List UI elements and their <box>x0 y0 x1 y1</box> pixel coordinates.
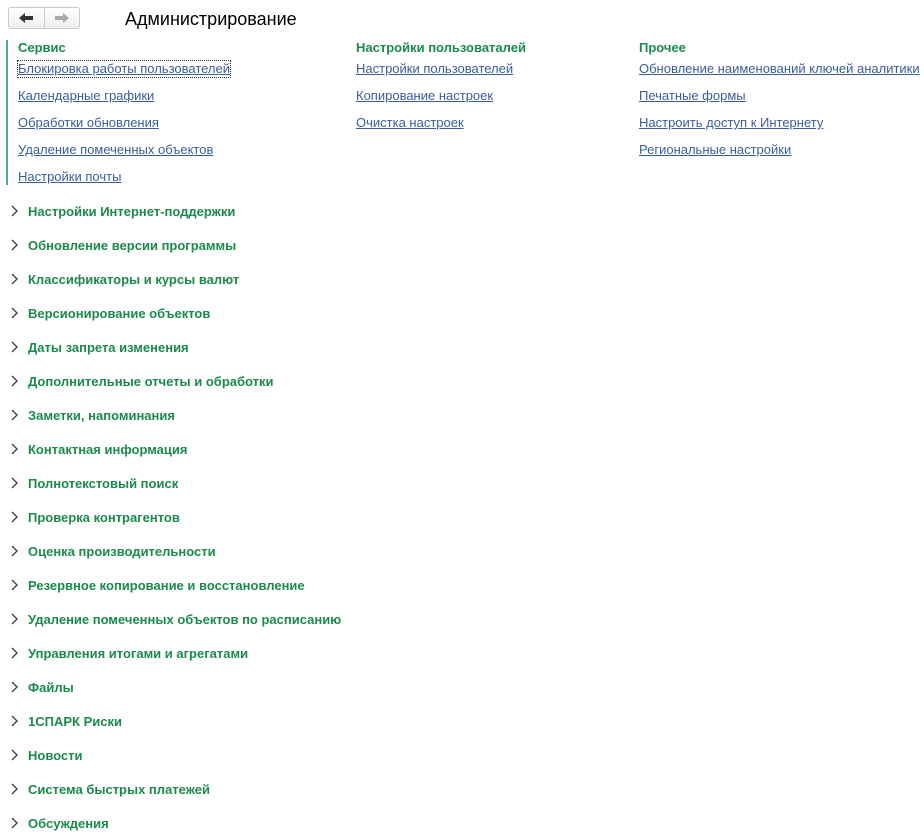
section-label: Дополнительные отчеты и обработки <box>28 373 274 389</box>
section-label: Удаление помеченных объектов по расписанию <box>28 611 342 627</box>
section-label: Заметки, напоминания <box>28 407 175 423</box>
chevron-right-icon <box>10 817 20 829</box>
chevron-right-icon <box>10 443 20 455</box>
chevron-right-icon <box>10 477 20 489</box>
chevron-right-icon <box>10 749 20 761</box>
forward-button[interactable] <box>44 8 80 28</box>
arrow-left-icon <box>18 12 34 24</box>
chevron-right-icon <box>10 409 20 421</box>
section-program-update[interactable] <box>10 236 236 254</box>
link-internet-access[interactable]: Настроить доступ к Интернету <box>639 115 824 130</box>
column-title-user-settings: Настройки пользоваталей <box>356 40 526 55</box>
link-copy-settings[interactable]: Копирование настроек <box>356 88 494 103</box>
section-label: 1СПАРК Риски <box>28 713 122 729</box>
link-update-analytics-keys[interactable]: Обновление наименований ключей аналитики <box>639 61 920 76</box>
chevron-right-icon <box>10 511 20 523</box>
link-user-settings[interactable]: Настройки пользователей <box>356 61 514 76</box>
section-news[interactable] <box>10 746 83 764</box>
chevron-right-icon <box>10 613 20 625</box>
link-calendars[interactable]: Календарные графики <box>18 88 155 103</box>
section-files[interactable] <box>10 678 74 696</box>
section-full-text-search[interactable] <box>10 474 178 492</box>
section-discussions[interactable] <box>10 814 109 832</box>
section-fast-payments[interactable] <box>10 780 210 798</box>
column-title-other: Прочее <box>639 40 686 55</box>
chevron-right-icon <box>10 647 20 659</box>
section-label: Даты запрета изменения <box>28 339 189 355</box>
chevron-right-icon <box>10 239 20 251</box>
section-label: Контактная информация <box>28 441 188 457</box>
link-regional-settings[interactable]: Региональные настройки <box>639 142 792 157</box>
column-user-settings <box>356 40 526 142</box>
section-label: Новости <box>28 747 83 763</box>
chevron-right-icon <box>10 205 20 217</box>
section-scheduled-deletion[interactable] <box>10 610 341 628</box>
link-delete-marked[interactable]: Удаление помеченных объектов <box>18 142 214 157</box>
section-additional-reports[interactable] <box>10 372 274 390</box>
chevron-right-icon <box>10 545 20 557</box>
section-label: Резервное копирование и восстановление <box>28 577 305 593</box>
section-backup[interactable] <box>10 576 305 594</box>
section-change-lock-dates[interactable] <box>10 338 189 356</box>
section-notes-reminders[interactable] <box>10 406 175 424</box>
chevron-right-icon <box>10 273 20 285</box>
column-other <box>639 40 920 169</box>
section-internet-support[interactable] <box>10 202 235 220</box>
section-label: Полнотекстовый поиск <box>28 475 179 491</box>
link-print-forms[interactable]: Печатные формы <box>639 88 746 103</box>
section-label: Версионирование объектов <box>28 305 211 321</box>
chevron-right-icon <box>10 307 20 319</box>
column-title-service: Сервис <box>18 40 66 55</box>
link-block-users[interactable]: Блокировка работы пользователей <box>18 61 231 76</box>
section-label: Оценка производительности <box>28 543 216 559</box>
link-clear-settings[interactable]: Очистка настроек <box>356 115 464 130</box>
section-label: Система быстрых платежей <box>28 781 210 797</box>
section-classifiers[interactable] <box>10 270 239 288</box>
column-service <box>6 40 230 185</box>
section-performance[interactable] <box>10 542 216 560</box>
chevron-right-icon <box>10 341 20 353</box>
chevron-right-icon <box>10 681 20 693</box>
section-label: Обновление версии программы <box>28 237 237 253</box>
section-spark-risks[interactable] <box>10 712 122 730</box>
link-update-handlers[interactable]: Обработки обновления <box>18 115 159 130</box>
navigation-buttons <box>8 7 80 29</box>
section-versioning[interactable] <box>10 304 210 322</box>
chevron-right-icon <box>10 783 20 795</box>
section-label: Управления итогами и агрегатами <box>28 645 249 661</box>
chevron-right-icon <box>10 715 20 727</box>
section-label: Проверка контрагентов <box>28 509 180 525</box>
chevron-right-icon <box>10 375 20 387</box>
back-button[interactable] <box>9 8 44 28</box>
arrow-right-icon <box>54 12 70 24</box>
page-title: Администрирование <box>125 9 297 29</box>
section-contact-info[interactable] <box>10 440 187 458</box>
section-label: Классификаторы и курсы валют <box>28 271 240 287</box>
section-totals-aggregates[interactable] <box>10 644 248 662</box>
link-mail-settings[interactable]: Настройки почты <box>18 169 122 184</box>
section-label: Настройки Интернет-поддержки <box>28 203 236 219</box>
chevron-right-icon <box>10 579 20 591</box>
section-label: Обсуждения <box>28 815 109 831</box>
section-counterparty-check[interactable] <box>10 508 180 526</box>
section-label: Файлы <box>28 679 74 695</box>
